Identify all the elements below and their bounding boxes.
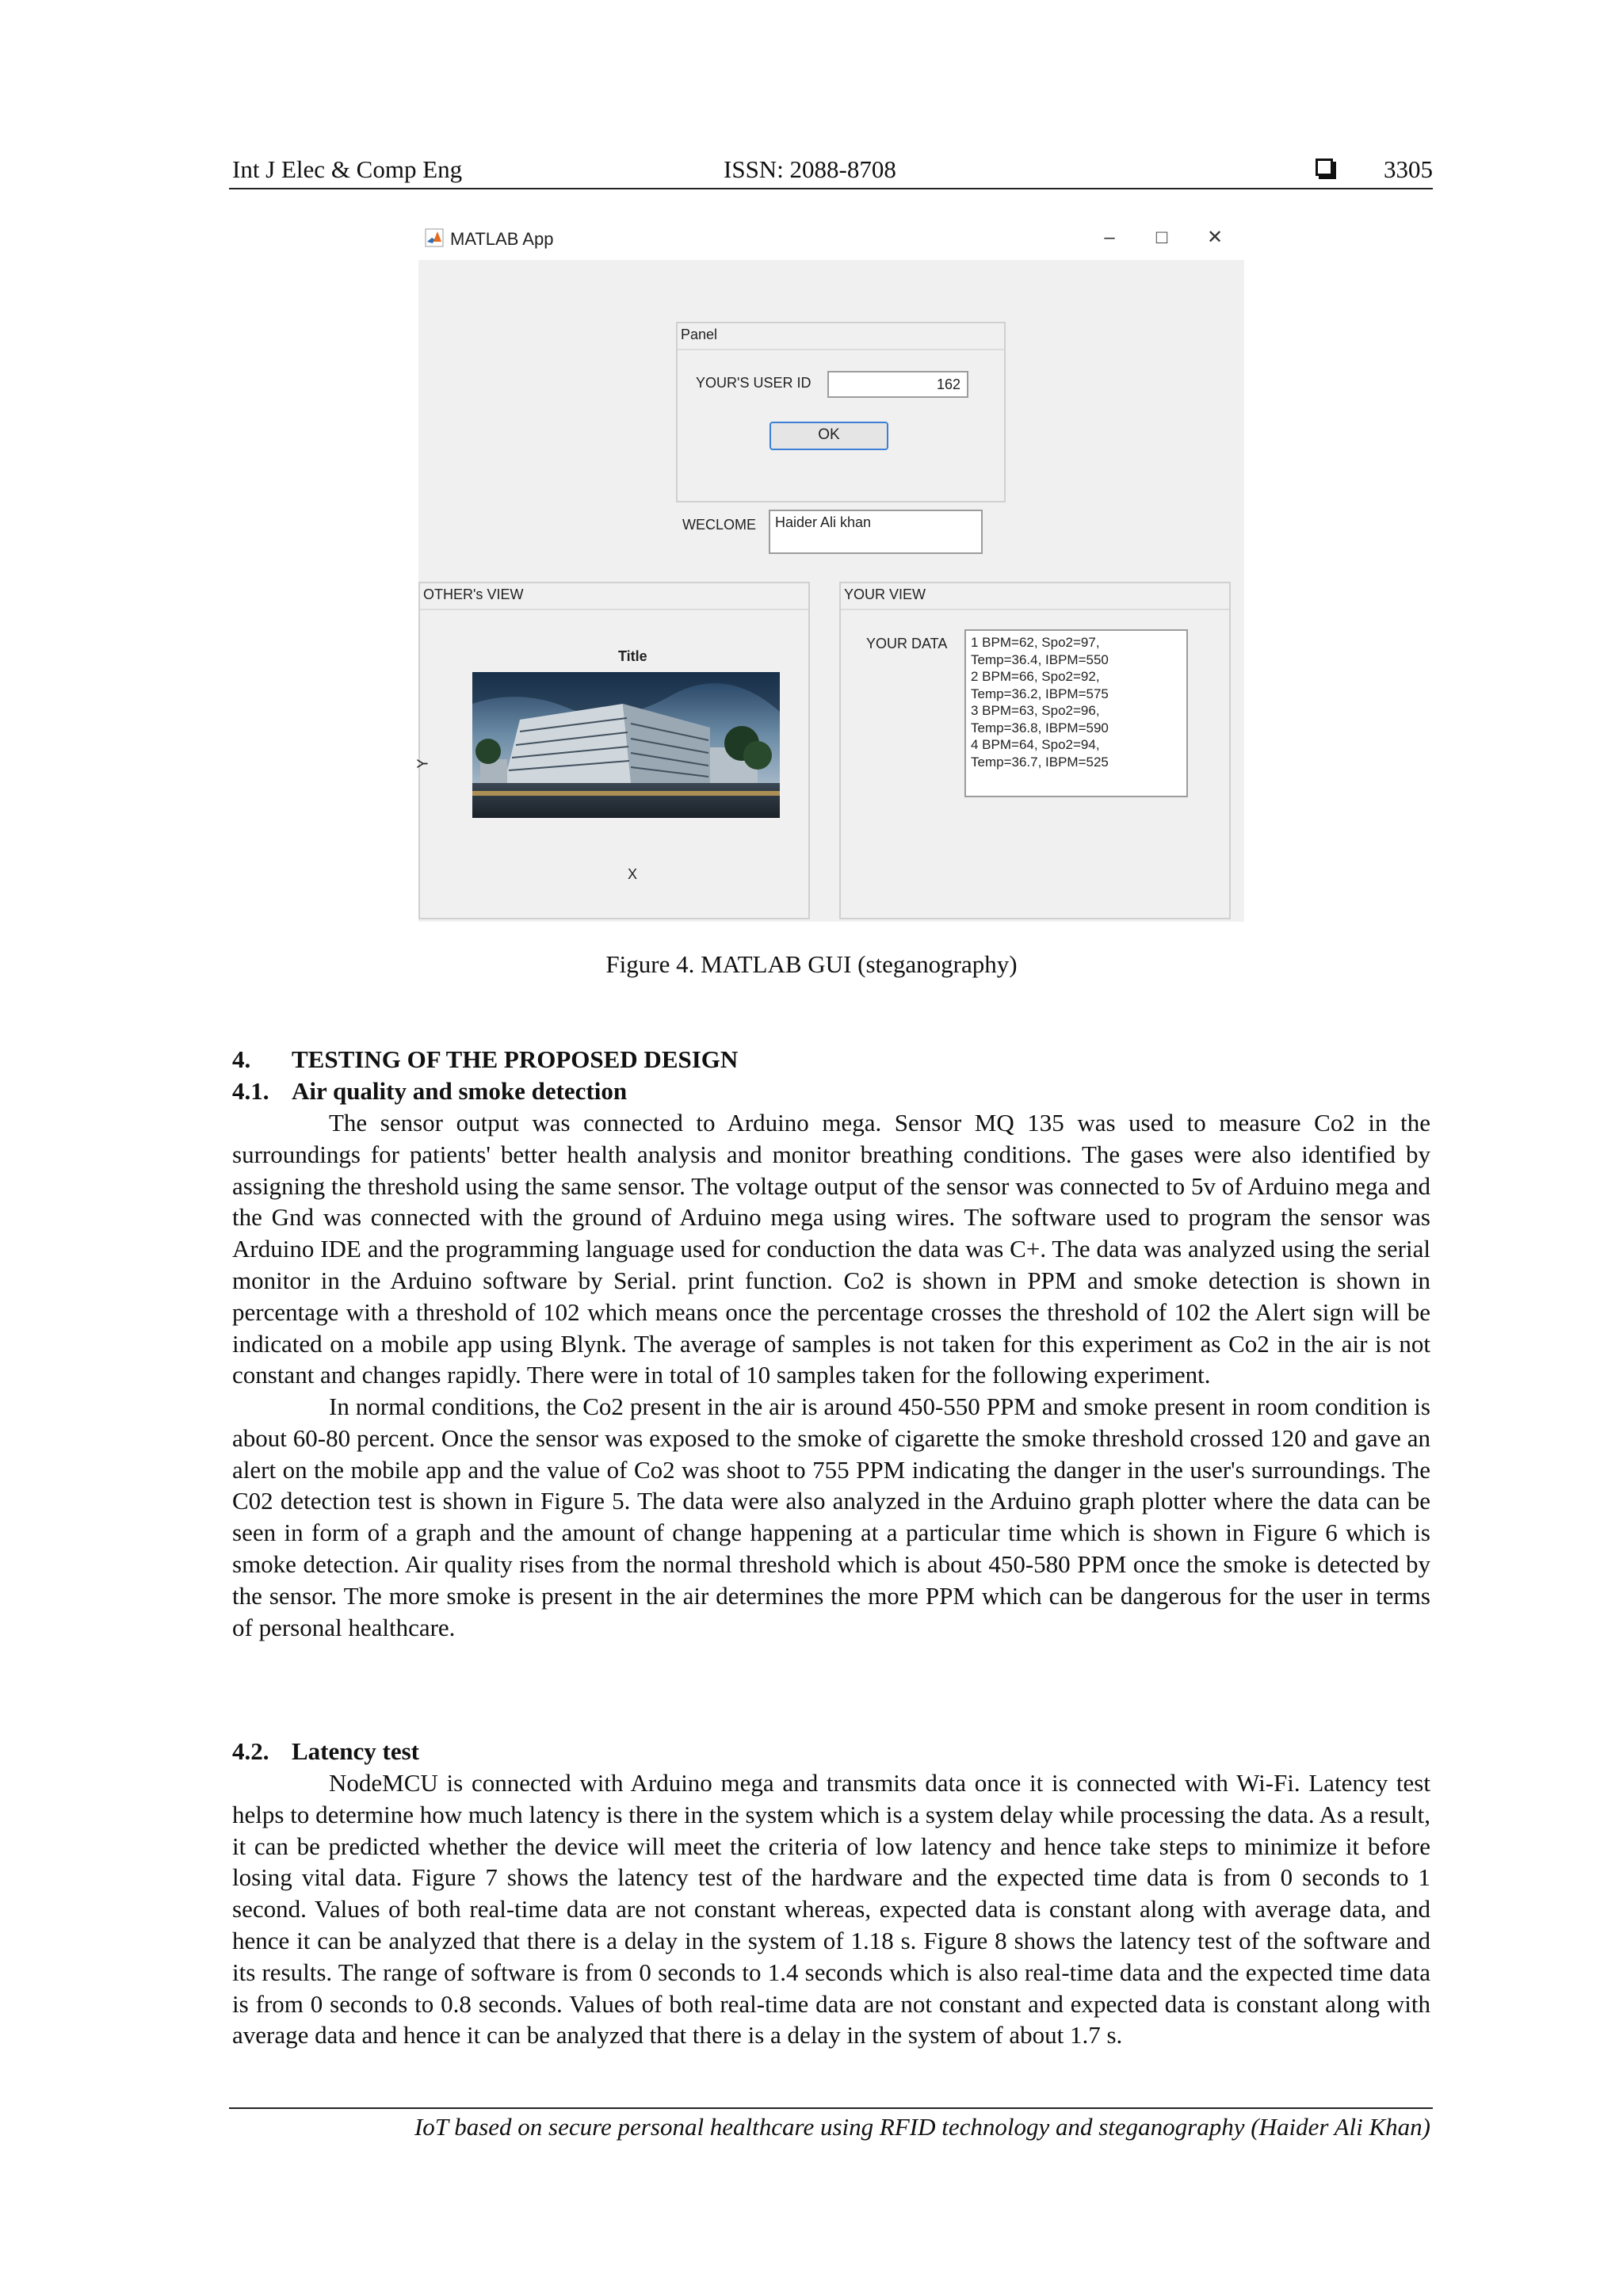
subsection-heading — [232, 1736, 419, 1767]
data-line: Temp=36.2, IBPM=575 — [971, 686, 1109, 701]
paragraph: In normal conditions, the Co2 present in the air is around 450-550 PPM and smoke present in room condition is about 60-80 percent. Once the sensor was exposed to the smoke of cigarette the smoke threshold crossed 120 and gave an alert on the mobile app and the value of Co2 was shoot to 755 PPM indicating the danger in the user's surroundings. The C02 detection test is shown in Figure 5. The data were also analyzed in the Arduino graph plotter where the data can be seen in form of a graph and the amount of change happening at a particular time which is shown in Figure 6 which is smoke detection. Air quality rises from the normal threshold which is about 450-580 PPM once the smoke is detected by the sensor. The more smoke is present in the air determines the more PPM which can be dangerous for the user in terms of personal healthcare. — [232, 1392, 1430, 1641]
close-button[interactable]: ✕ — [1206, 227, 1224, 248]
axes-x-label: X — [628, 866, 638, 882]
footer-rule — [229, 2107, 1433, 2109]
window-title: MATLAB App — [450, 229, 554, 249]
paragraph: NodeMCU is connected with Arduino mega and transmits data once it is connected with Wi-Fi. Latency test helps to determine how much latency is there in the system which is a system delay while processing the data. As a result, it can be predicted whether the device will meet the criteria of low latency and hence take steps to minimize it before losing vital data. Figure 7 shows the latency test of the hardware and the expected time data is from 0 seconds to 1 second. Values of both real-time data are not constant whereas, expected data is constant along with average data, and hence it can be analyzed that there is a delay in the system of 1.18 s. Figure 8 shows the latency test of the software and its results. The range of software is from 0 seconds to 1.4 seconds which is also real-time data and the expected time data is from 0 seconds to 0.8 seconds. Values of both real-time data are not constant and expected data is constant along with average data and hence it can be analyzed that there is a delay in the system of about 1.7 s. — [232, 1769, 1430, 2050]
welcome-name-value: Haider Ali khan — [775, 514, 872, 530]
section-title: TESTING OF THE PROPOSED DESIGN — [292, 1045, 739, 1073]
data-line: Temp=36.4, IBPM=550 — [971, 651, 1109, 667]
panel-title: Panel — [681, 327, 718, 342]
section-heading — [232, 1044, 738, 1075]
issn: ISSN: 2088-8708 — [724, 155, 896, 183]
data-line: 1 BPM=62, Spo2=97, — [971, 635, 1100, 650]
maximize-button[interactable]: □ — [1155, 227, 1168, 248]
figure-caption: Figure 4. MATLAB GUI (steganography) — [605, 950, 1018, 978]
building-image — [472, 672, 780, 818]
others-view-title: OTHER's VIEW — [423, 586, 524, 602]
running-header — [232, 154, 1433, 190]
others-view-divider — [420, 609, 808, 610]
subsection-number: 4.1. — [232, 1077, 269, 1105]
your-view-title: YOUR VIEW — [844, 586, 926, 602]
data-line: 4 BPM=64, Spo2=94, — [971, 737, 1100, 752]
subsection-title: Latency test — [292, 1737, 419, 1765]
user-id-panel — [676, 322, 1006, 502]
data-line: Temp=36.7, IBPM=525 — [971, 754, 1109, 770]
panel-divider — [678, 349, 1004, 350]
running-footer: IoT based on secure personal healthcare using RFID technology and steganography (Haider Ali Khan) — [414, 2113, 1430, 2141]
your-view-divider — [841, 609, 1229, 610]
data-line: 2 BPM=66, Spo2=92, — [971, 669, 1100, 684]
page-number: 3305 — [1384, 155, 1433, 183]
minimize-button[interactable]: – — [1104, 227, 1115, 248]
journal-name: Int J Elec & Comp Eng — [232, 155, 463, 183]
user-id-input[interactable] — [827, 371, 968, 398]
welcome-name-field[interactable] — [769, 510, 983, 554]
matlab-app-window — [414, 220, 1244, 922]
window-titlebar — [418, 220, 1244, 260]
data-line: Temp=36.8, IBPM=590 — [971, 720, 1109, 735]
matlab-app-icon — [425, 228, 444, 247]
subsection-heading — [232, 1075, 627, 1107]
axes-title: Title — [618, 648, 647, 664]
square-icon — [1316, 159, 1333, 176]
welcome-caption: WECLOME — [682, 517, 757, 533]
user-id-value: 162 — [936, 376, 960, 392]
axes-y-label: Y — [414, 758, 431, 769]
header-rule — [229, 188, 1433, 189]
section-number: 4. — [232, 1045, 251, 1073]
ok-button[interactable]: OK — [769, 422, 888, 450]
your-data-label: YOUR DATA — [866, 636, 948, 651]
paragraph: The sensor output was connected to Arduino mega. Sensor MQ 135 was used to measure Co2 in the surroundings for patients' better health analysis and monitor breathing conditions. The gases were also identified by assigning the threshold using the same sensor. The voltage output of the sensor was connected to 5v of Arduino mega and the Gnd was connected with the ground of Arduino mega using wires. The software used to program the sensor was Arduino IDE and the programming language used for conduction the data was C+. The data was analyzed using the serial monitor in the Arduino software by Serial. print function. Co2 is shown in PPM and smoke detection is shown in percentage with a threshold of 102 which means once the percentage crosses the threshold of 102 the Alert sign will be indicated on a mobile app using Blynk. The average of samples is not taken for this experiment as Co2 in the air is not constant and changes rapidly. There were in total of 10 samples taken for the following experiment. — [232, 1109, 1430, 1389]
subsection-number: 4.2. — [232, 1737, 269, 1765]
subsection-title: Air quality and smoke detection — [292, 1077, 628, 1105]
user-id-label: YOUR'S USER ID — [696, 375, 812, 391]
data-line: 3 BPM=63, Spo2=96, — [971, 703, 1100, 718]
your-data-listbox[interactable] — [964, 629, 1188, 797]
